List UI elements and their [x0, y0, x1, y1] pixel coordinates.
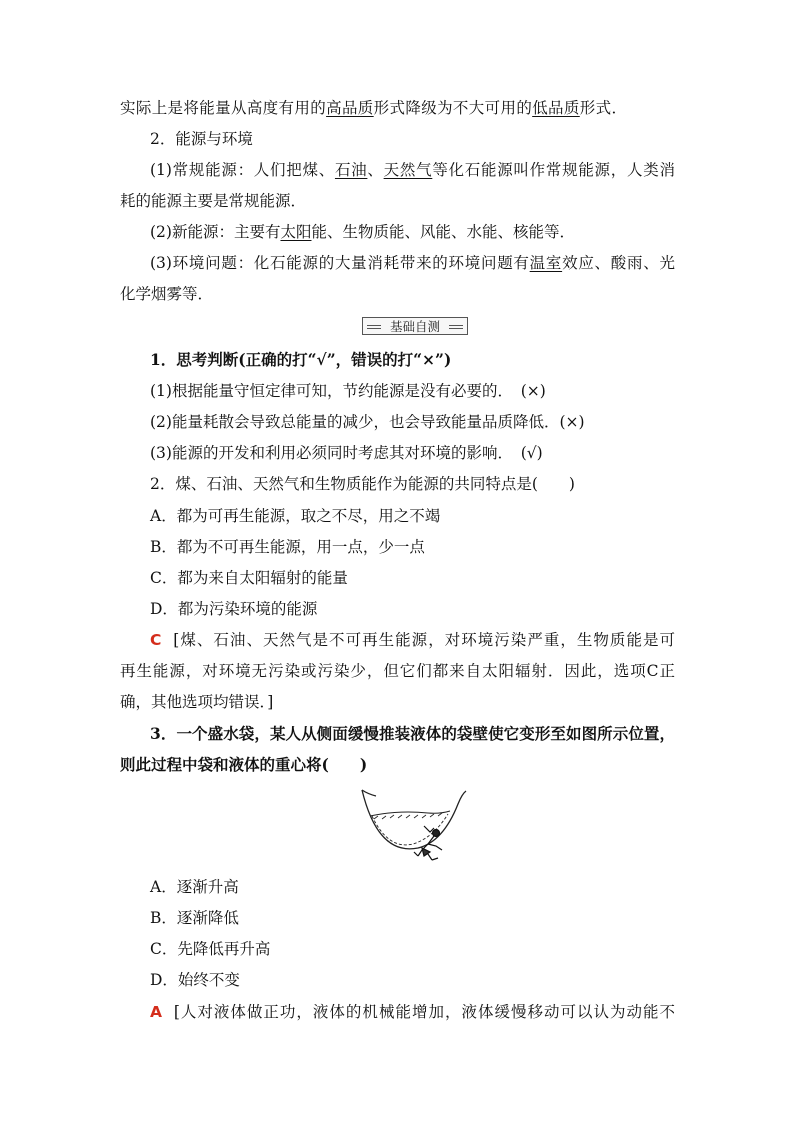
q2-explain-1 [150, 630, 675, 650]
new-energy-line [150, 222, 575, 242]
intro-text-3: 形式． [579, 99, 627, 117]
high-quality-term: 高品质 [326, 99, 374, 117]
q3-stem-2: 则此过程中袋和液体的重心将( ) [120, 755, 368, 774]
env-text-2: 效应、酸雨、光 [562, 254, 675, 272]
q2-explain-text-1: [煤、石油、天然气是不可再生能源，对环境污染严重，生物质能是可 [173, 631, 675, 649]
q1-item-1: (1)根据能量守恒定律可知，节约能源是没有必要的． (×) [150, 382, 546, 400]
q2-explain-2: 再生能源，对环境无污染或污染少，但它们都来自太阳辐射．因此，选项C正 [120, 662, 675, 680]
conv-text-2: 等化石能源叫作常规能源，人类消 [432, 161, 675, 179]
new-text: (2)新能源：主要有 [150, 223, 281, 241]
q2-answer: C [150, 631, 162, 649]
env-issue-cont: 化学烟雾等． [120, 285, 214, 303]
q3-stem-1: 3．一个盛水袋，某人从侧面缓慢推装液体的袋壁使它变形至如图所示位置， [150, 724, 675, 743]
env-text: (3)环境问题：化石能源的大量消耗带来的环境问题有 [150, 254, 530, 272]
q3-explain-1 [150, 1002, 675, 1022]
conv-text: (1)常规能源：人们把煤、 [150, 161, 335, 179]
new-text-2: 能、生物质能、风能、水能、核能等． [311, 223, 575, 241]
conventional-energy-cont: 耗的能源主要是常规能源． [120, 192, 307, 210]
natural-gas-term: 天然气 [383, 161, 433, 179]
self-test-title: 基础自测 [389, 319, 440, 334]
conventional-energy-line [150, 160, 675, 180]
q3-option-b: B．逐渐降低 [150, 909, 239, 927]
conv-sep: 、 [367, 161, 384, 179]
greenhouse-term: 温室 [529, 254, 563, 272]
q2-option-b: B．都为不可再生能源，用一点，少一点 [150, 538, 425, 556]
person-icon [414, 826, 442, 860]
q1-title: 1．思考判断(正确的打“√”，错误的打“×”) [150, 350, 452, 369]
q3-option-a: A．逐渐升高 [150, 878, 239, 896]
q3-answer: A [150, 1003, 162, 1021]
q3-option-c: C．先降低再升高 [150, 940, 271, 958]
q3-option-d: D．始终不变 [150, 971, 240, 989]
q1-item-3: (3)能源的开发和利用必须同时考虑其对环境的影响． (√) [150, 444, 543, 462]
q2-option-c: C．都为来自太阳辐射的能量 [150, 569, 348, 587]
intro-text-2: 形式降级为不大可用的 [373, 99, 533, 117]
solar-term: 太阳 [280, 223, 312, 241]
intro-line [120, 98, 627, 118]
intro-text: 实际上是将能量从高度有用的 [120, 99, 327, 117]
self-test-header [362, 317, 468, 335]
q2-option-d: D．都为污染环境的能源 [150, 600, 318, 618]
water-bag-left-top [362, 790, 376, 796]
water-bag-figure [358, 786, 468, 866]
low-quality-term: 低品质 [532, 99, 580, 117]
oil-term: 石油 [334, 161, 368, 179]
env-issue-line [150, 253, 675, 273]
q3-explain-text-1: [人对液体做正功，液体的机械能增加，液体缓慢移动可以认为动能不 [173, 1003, 675, 1021]
energy-env-heading: 2．能源与环境 [150, 130, 253, 148]
q2-stem: 2．煤、石油、天然气和生物质能作为能源的共同特点是( ) [150, 475, 575, 493]
q2-explain-3: 确，其他选项均错误．] [120, 693, 274, 711]
q2-option-a: A．都为可再生能源，取之不尽，用之不竭 [150, 507, 441, 525]
q1-item-2: (2)能量耗散会导致总能量的减少，也会导致能量品质降低．(×) [150, 413, 585, 431]
water-bag-outline [362, 790, 466, 849]
